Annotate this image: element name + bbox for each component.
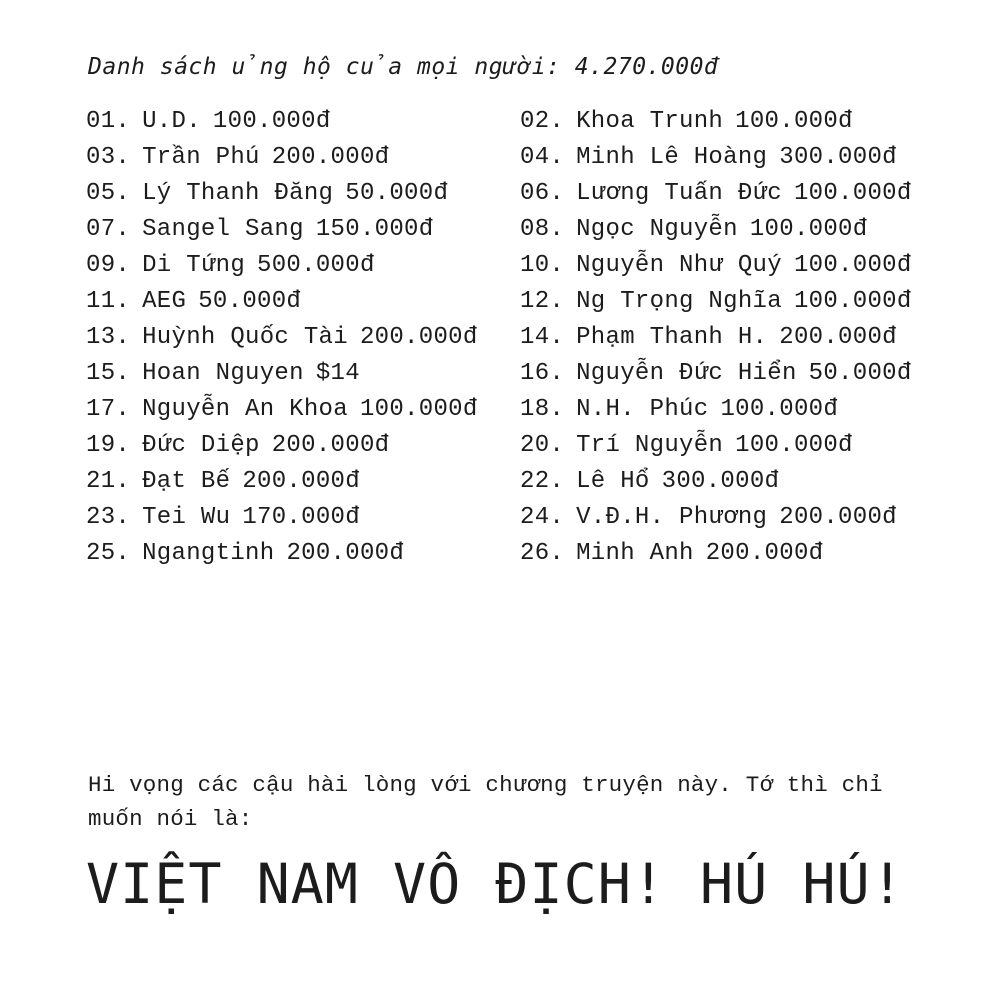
donor-name: Sangel Sang (142, 216, 304, 243)
donor-entry (520, 500, 912, 536)
donor-number: 16. (520, 360, 565, 387)
donor-number: 04. (520, 144, 565, 171)
donor-amount: 100.000đ (749, 216, 868, 243)
donor-name: V.Đ.H. Phương (576, 504, 768, 531)
donor-amount: 100.000đ (793, 180, 912, 207)
donor-number: 17. (86, 396, 131, 423)
donor-entry (86, 176, 478, 212)
donor-amount: 150.000đ (315, 216, 434, 243)
donor-number: 25. (86, 540, 131, 567)
donor-number: 06. (520, 180, 565, 207)
donor-entry (520, 356, 912, 392)
donor-amount: 200.000đ (705, 540, 824, 567)
donor-name: AEG (142, 288, 187, 315)
donor-number: 14. (520, 324, 565, 351)
donor-number: 10. (520, 252, 565, 279)
donor-entry (86, 284, 478, 320)
donor-entry (520, 428, 912, 464)
donor-list-right (520, 104, 912, 572)
donor-entry (520, 248, 912, 284)
donor-entry (86, 464, 478, 500)
closing-shout: VIỆT NAM VÔ ĐỊCH! HÚ HÚ! (86, 852, 905, 916)
donor-number: 15. (86, 360, 131, 387)
donor-name: Phạm Thanh H. (576, 324, 768, 351)
donor-amount: 200.000đ (271, 144, 390, 171)
donor-name: Nguyễn An Khoa (142, 396, 348, 423)
donor-entry (520, 104, 912, 140)
donor-entry (86, 392, 478, 428)
donor-name: Lương Tuấn Đức (576, 180, 782, 207)
donor-amount: $14 (315, 360, 360, 387)
donor-entry (86, 500, 478, 536)
donor-amount: 100.000đ (359, 396, 478, 423)
donor-entry (520, 320, 912, 356)
donor-name: Minh Lê Hoàng (576, 144, 768, 171)
donor-name: Nguyễn Đức Hiển (576, 360, 797, 387)
donor-name: Ng Trọng Nghĩa (576, 288, 782, 315)
donor-number: 13. (86, 324, 131, 351)
donor-number: 18. (520, 396, 565, 423)
donor-name: U.D. (142, 108, 201, 135)
donor-number: 08. (520, 216, 565, 243)
donor-entry (86, 212, 478, 248)
donor-amount: 200.000đ (359, 324, 478, 351)
donation-list-heading: Danh sách ủng hộ của mọi người: 4.270.000đ (88, 54, 719, 80)
donor-name: Hoan Nguyen (142, 360, 304, 387)
donor-name: Di Tứng (142, 252, 246, 279)
donor-entry (86, 536, 478, 572)
donor-name: Khoa Trunh (576, 108, 724, 135)
donor-number: 01. (86, 108, 131, 135)
donor-entry (520, 140, 912, 176)
donor-number: 09. (86, 252, 131, 279)
donor-number: 19. (86, 432, 131, 459)
donor-amount: 100.000đ (212, 108, 331, 135)
donor-entry (86, 356, 478, 392)
donor-amount: 100.000đ (735, 432, 853, 459)
donor-number: 07. (86, 216, 131, 243)
donor-name: Nguyễn Như Quý (576, 252, 782, 279)
donor-amount: 200.000đ (242, 468, 360, 495)
donor-entry (520, 464, 912, 500)
donor-amount: 200.000đ (779, 504, 897, 531)
donor-amount: 200.000đ (271, 432, 390, 459)
donor-amount: 50.000đ (345, 180, 449, 207)
donor-number: 12. (520, 288, 565, 315)
closing-note: Hi vọng các cậu hài lòng với chương truyện này. Tớ thì chỉ muốn nói là: (88, 772, 883, 832)
donor-name: Tei Wu (142, 504, 231, 531)
donor-amount: 100.000đ (793, 252, 912, 279)
donor-number: 02. (520, 108, 565, 135)
donor-entry (520, 284, 912, 320)
donor-number: 11. (86, 288, 131, 315)
donor-amount: 200.000đ (286, 540, 405, 567)
donor-number: 21. (86, 468, 131, 495)
donor-entry (520, 212, 912, 248)
donor-amount: 500.000đ (257, 252, 375, 279)
donor-list-left (86, 104, 478, 572)
donor-number: 23. (86, 504, 131, 531)
donor-name: Lý Thanh Đăng (142, 180, 334, 207)
donor-name: Đạt Bế (142, 468, 231, 495)
donor-name: Huỳnh Quốc Tài (142, 324, 348, 351)
donor-name: Trí Nguyễn (576, 432, 724, 459)
donor-number: 22. (520, 468, 565, 495)
donor-number: 26. (520, 540, 565, 567)
donor-amount: 300.000đ (661, 468, 780, 495)
donor-name: Lê Hổ (576, 468, 650, 495)
donor-number: 05. (86, 180, 131, 207)
donor-amount: 100.000đ (720, 396, 839, 423)
donor-entry (86, 104, 478, 140)
donor-amount: 170.000đ (242, 504, 360, 531)
donor-number: 03. (86, 144, 131, 171)
donor-entry (86, 428, 478, 464)
donor-entry (86, 140, 478, 176)
donor-name: Đức Diệp (142, 432, 260, 459)
donor-amount: 50.000đ (198, 288, 302, 315)
donor-name: Trần Phú (142, 144, 260, 171)
donor-amount: 100.000đ (735, 108, 853, 135)
donor-number: 24. (520, 504, 565, 531)
donor-amount: 100.000đ (793, 288, 912, 315)
donor-name: Ngọc Nguyễn (576, 216, 738, 243)
donor-amount: 50.000đ (808, 360, 912, 387)
donor-amount: 200.000đ (779, 324, 897, 351)
donor-name: N.H. Phúc (576, 396, 709, 423)
donor-entry (520, 536, 912, 572)
donor-entry (86, 320, 478, 356)
donor-number: 20. (520, 432, 565, 459)
donor-name: Minh Anh (576, 540, 694, 567)
donor-entry (520, 176, 912, 212)
donor-entry (86, 248, 478, 284)
donor-amount: 300.000đ (779, 144, 897, 171)
donor-name: Ngangtinh (142, 540, 275, 567)
donor-entry (520, 392, 912, 428)
